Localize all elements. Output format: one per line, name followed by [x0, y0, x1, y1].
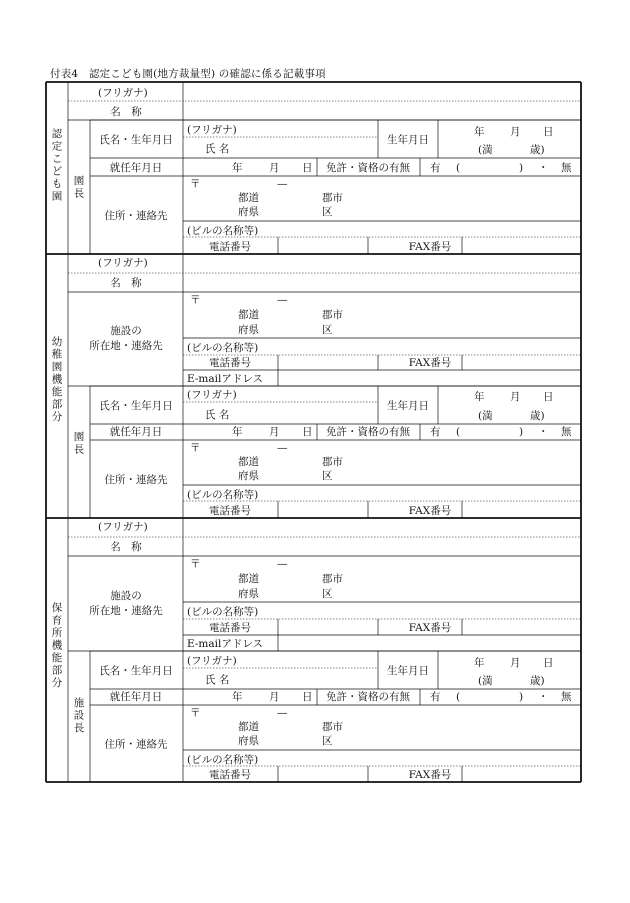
kodomoen-director-appointed-year-label: 年 [232, 162, 243, 174]
hoikusho-location-contact-label: 所在地・連絡先 [89, 605, 163, 617]
hoikusho-director-name-birth-label: 氏名・生年月日 [99, 665, 173, 677]
kodomoen-director-address-contact-label: 住所・連絡先 [104, 210, 168, 222]
youchien-director-license-label: 免許・資格の有無 [326, 426, 410, 438]
youchien-address-field[interactable] [185, 293, 579, 337]
section-label-youchien: 幼稚園機能部分 [51, 336, 63, 423]
hoikusho-director-age-close-label: 歳) [530, 675, 545, 687]
hoikusho-name-label: 名 称 [110, 541, 142, 553]
hoikusho-director-person-furigana-field[interactable] [243, 652, 373, 667]
hoikusho-email-label: E-mailアドレス [187, 638, 264, 650]
hoikusho-director-license-no: 無 [561, 691, 572, 703]
hoikusho-email-field[interactable] [279, 636, 579, 650]
hoikusho-furigana-field[interactable] [185, 519, 579, 537]
youchien-email-field[interactable] [279, 371, 579, 385]
hoikusho-furigana-label: (フリガナ) [98, 521, 148, 533]
kodomoen-director-birth-day-label: 日 [543, 126, 554, 138]
kodomoen-director-license-no: 無 [561, 162, 572, 174]
hoikusho-director-appointed-month-label: 月 [269, 691, 280, 703]
hoikusho-director-furigana-label: (フリガナ) [187, 655, 237, 667]
hoikusho-phone-label: 電話番号 [209, 622, 251, 634]
youchien-director-appointed-day-label: 日 [302, 426, 313, 438]
youchien-director-person-name-label: 氏 名 [205, 409, 230, 421]
hoikusho-director-appointed-day-label: 日 [302, 691, 313, 703]
youchien-director-address-field[interactable] [185, 441, 579, 484]
youchien-director-appointed-label: 就任年月日 [109, 426, 163, 438]
kodomoen-director-fax-field[interactable] [463, 238, 579, 253]
hoikusho-director-phone-label: 電話番号 [209, 769, 251, 781]
youchien-director-appointed-year-label: 年 [232, 426, 243, 438]
youchien-fax-label: FAX番号 [408, 357, 452, 369]
hoikusho-director-address-field[interactable] [185, 706, 579, 749]
hoikusho-director-age-open-label: (満 [478, 675, 493, 687]
kodomoen-director-furigana-label: (フリガナ) [187, 124, 237, 136]
kodomoen-director-fax-label: FAX番号 [408, 241, 452, 253]
hoikusho-director-license-paren-close: ) [519, 691, 524, 703]
youchien-director-building-label: (ビルの名称等) [187, 489, 259, 501]
kodomoen-director-phone-field[interactable] [279, 238, 367, 253]
kodomoen-director-appointed-label: 就任年月日 [109, 162, 163, 174]
youchien-director-person-furigana-field[interactable] [243, 387, 373, 401]
youchien-director-person-name-field[interactable] [233, 403, 428, 423]
hoikusho-address-field[interactable] [185, 557, 579, 601]
page-title: 付表4 認定こども園(地方裁量型) の確認に係る記載事項 [50, 68, 326, 80]
hoikusho-fax-field[interactable] [463, 620, 579, 634]
youchien-building-label: (ビルの名称等) [187, 342, 259, 354]
hoikusho-director-license-label: 免許・資格の有無 [326, 691, 410, 703]
youchien-furigana-field[interactable] [185, 255, 579, 273]
youchien-director-phone-label: 電話番号 [209, 505, 251, 517]
youchien-director-appointed-month-label: 月 [269, 426, 280, 438]
hoikusho-director-person-name-label: 氏 名 [205, 674, 230, 686]
hoikusho-director-address-contact-label: 住所・連絡先 [104, 738, 168, 751]
kodomoen-director-age-close-label: 歳) [530, 144, 545, 156]
youchien-email-label: E-mailアドレス [187, 373, 264, 385]
hoikusho-director-label: 施設長 [73, 697, 85, 734]
hoikusho-director-appointed-label: 就任年月日 [109, 691, 163, 703]
youchien-facility-label: 施設の [110, 325, 142, 337]
kodomoen-director-person-furigana-field[interactable] [243, 121, 373, 136]
youchien-director-license-yes: 有 [430, 426, 441, 438]
youchien-director-birth-day-label: 日 [543, 391, 554, 403]
youchien-director-address-contact-label: 住所・連絡先 [104, 474, 168, 486]
kodomoen-director-license-paren-close: ) [519, 162, 524, 174]
youchien-phone-label: 電話番号 [209, 357, 251, 369]
youchien-director-birth-month-label: 月 [510, 391, 521, 403]
hoikusho-phone-field[interactable] [279, 620, 377, 634]
hoikusho-name-field[interactable] [185, 538, 579, 555]
kodomoen-director-birth-year-label: 年 [474, 126, 485, 138]
youchien-director-fax-field[interactable] [463, 502, 579, 517]
kodomoen-director-name-birth-label: 氏名・生年月日 [99, 134, 173, 146]
section-label-hoikusho: 保育所機能部分 [51, 602, 63, 689]
youchien-name-label: 名 称 [110, 277, 142, 289]
hoikusho-fax-label: FAX番号 [408, 622, 452, 634]
hoikusho-director-license-dot: ・ [538, 691, 549, 703]
hoikusho-director-license-paren-open: ( [456, 691, 461, 703]
youchien-director-license-paren-open: ( [456, 426, 461, 438]
kodomoen-director-license-yes: 有 [430, 162, 441, 174]
hoikusho-director-appointed-year-label: 年 [232, 691, 243, 703]
kodomoen-director-appointed-month-label: 月 [269, 162, 280, 174]
youchien-director-fax-label: FAX番号 [408, 505, 452, 517]
hoikusho-director-birth-year-label: 年 [474, 657, 485, 669]
kodomoen-director-phone-label: 電話番号 [209, 241, 251, 253]
kodomoen-director-license-paren-open: ( [456, 162, 461, 174]
kodomoen-director-label: 園長 [73, 175, 85, 200]
youchien-phone-field[interactable] [279, 356, 377, 369]
hoikusho-director-fax-field[interactable] [463, 767, 579, 781]
kodomoen-director-person-name-field[interactable] [233, 138, 428, 157]
youchien-director-label: 園長 [73, 431, 85, 456]
kodomoen-director-building-label: (ビルの名称等) [187, 225, 259, 237]
kodomoen-director-birth-month-label: 月 [510, 126, 521, 138]
hoikusho-director-person-name-field[interactable] [233, 669, 428, 688]
hoikusho-director-phone-field[interactable] [279, 767, 367, 781]
youchien-location-contact-label: 所在地・連絡先 [89, 340, 163, 352]
youchien-director-furigana-label: (フリガナ) [187, 389, 237, 401]
kodomoen-director-license-dot: ・ [538, 162, 549, 174]
hoikusho-director-license-yes: 有 [430, 691, 441, 703]
youchien-director-license-paren-close: ) [519, 426, 524, 438]
kodomoen-director-person-name-label: 氏 名 [205, 143, 230, 155]
kodomoen-director-appointed-day-label: 日 [302, 162, 313, 174]
youchien-furigana-label: (フリガナ) [98, 257, 148, 269]
section-label-kodomoen: 認定こども園 [51, 128, 63, 203]
kodomoen-name-field[interactable] [185, 102, 579, 119]
kodomoen-name-label: 名 称 [110, 106, 142, 118]
hoikusho-director-birth-month-label: 月 [510, 657, 521, 669]
youchien-director-phone-field[interactable] [279, 502, 367, 517]
kodomoen-director-address-field[interactable] [185, 177, 579, 220]
youchien-director-age-open-label: (満 [478, 410, 493, 422]
hoikusho-director-fax-label: FAX番号 [408, 769, 452, 781]
youchien-director-license-no: 無 [561, 426, 572, 438]
youchien-director-name-birth-label: 氏名・生年月日 [99, 400, 173, 412]
kodomoen-furigana-field[interactable] [185, 83, 579, 101]
youchien-director-birth-year-label: 年 [474, 391, 485, 403]
hoikusho-director-building-label: (ビルの名称等) [187, 754, 259, 766]
kodomoen-furigana-label: (フリガナ) [98, 87, 148, 99]
youchien-director-license-dot: ・ [538, 426, 549, 438]
kodomoen-director-license-label: 免許・資格の有無 [326, 162, 410, 174]
hoikusho-building-label: (ビルの名称等) [187, 606, 259, 618]
youchien-name-field[interactable] [185, 274, 579, 291]
hoikusho-facility-label: 施設の [110, 590, 142, 602]
hoikusho-director-birth-day-label: 日 [543, 657, 554, 669]
youchien-director-age-close-label: 歳) [530, 410, 545, 422]
youchien-fax-field[interactable] [463, 356, 579, 369]
kodomoen-director-age-open-label: (満 [478, 144, 493, 156]
